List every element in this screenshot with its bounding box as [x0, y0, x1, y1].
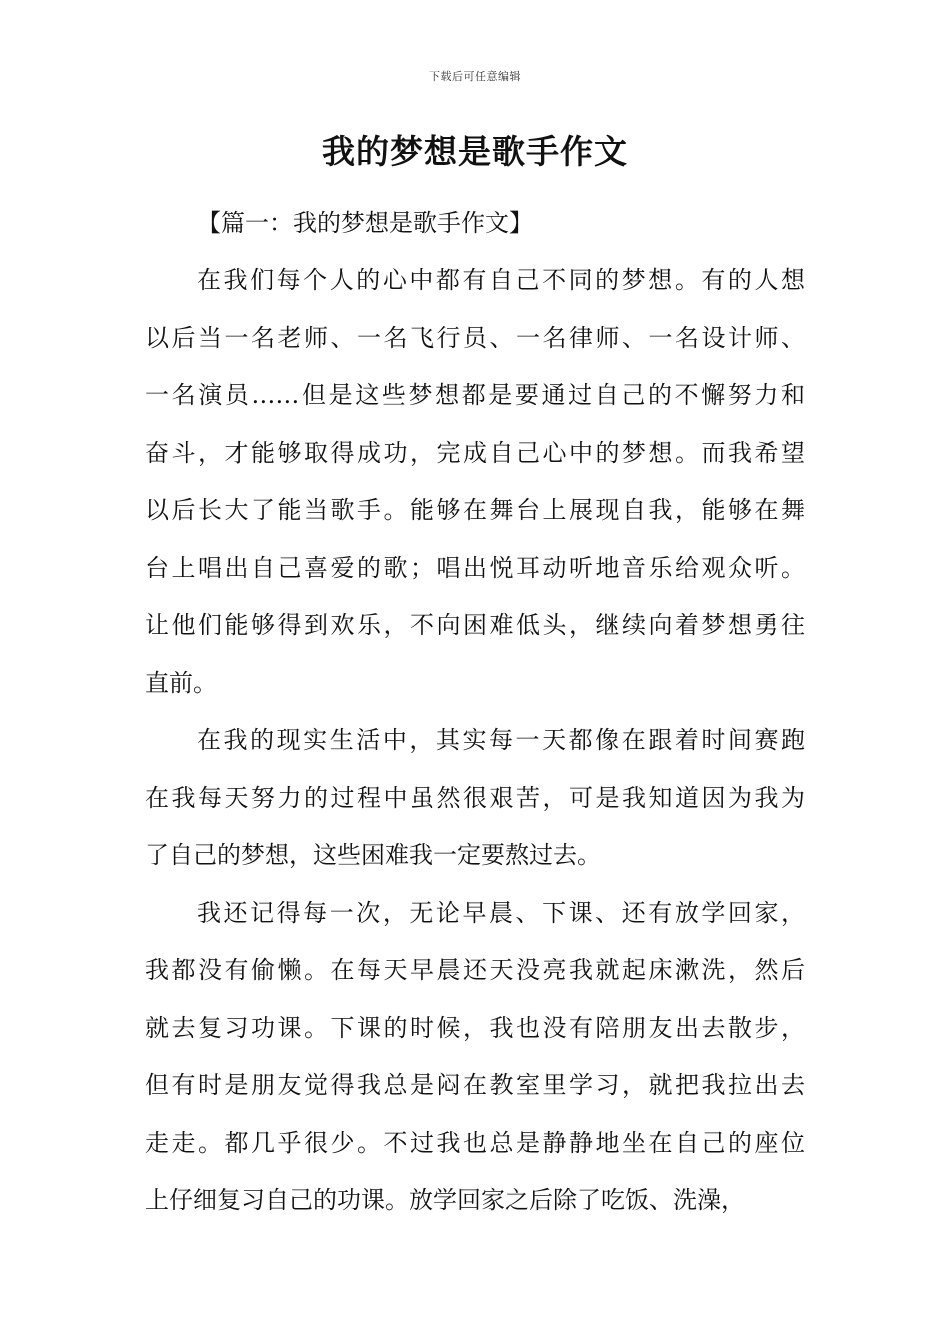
paragraph-line: 了自己的梦想，这些困难我一定要熬过去。	[145, 841, 601, 869]
document-title: 我的梦想是歌手作文	[322, 132, 628, 171]
paragraph-line: 我还记得每一次，无论早晨、下课、还有放学回家，	[197, 898, 805, 927]
paragraphs-container	[145, 252, 805, 1230]
paragraph	[145, 252, 805, 712]
document-body	[145, 195, 805, 1230]
paragraph-line: 让他们能够得到欢乐，不向困难低头，继续向着梦想勇往	[145, 611, 805, 639]
paragraph-line: 台上唱出自己喜爱的歌；唱出悦耳动听地音乐给观众听。	[145, 553, 805, 582]
paragraph-line: 奋斗，才能够取得成功，完成自己心中的梦想。而我希望	[145, 438, 805, 467]
paragraph-line: 在我们每个人的心中都有自己不同的梦想。有的人想	[197, 266, 805, 294]
paragraph-line: 以后当一名老师、一名飞行员、一名律师、一名设计师、	[145, 323, 805, 352]
paragraph-line: 在我的现实生活中，其实每一天都像在跟着时间赛跑	[197, 726, 805, 754]
section-heading: 【篇一：我的梦想是歌手作文】	[197, 209, 533, 237]
paragraph-line: 上仔细复习自己的功课。放学回家之后除了吃饭、洗澡，	[145, 1186, 745, 1214]
paragraph	[145, 712, 805, 885]
paragraph-line: 直前。	[145, 668, 217, 697]
paragraph-line: 走走。都几乎很少。不过我也总是静静地坐在自己的座位	[145, 1128, 805, 1157]
paragraph-line: 以后长大了能当歌手。能够在舞台上展现自我，能够在舞	[145, 496, 805, 524]
paragraph-line: 就去复习功课。下课的时候，我也没有陪朋友出去散步，	[145, 1013, 805, 1042]
paragraph-line: 在我每天努力的过程中虽然很艰苦，可是我知道因为我为	[145, 783, 805, 812]
paragraph-line: 但有时是朋友觉得我总是闷在教室里学习，就把我拉出去	[145, 1071, 805, 1099]
paragraph-line: 一名演员……但是这些梦想都是要通过自己的不懈努力和	[145, 381, 805, 409]
paragraph-line: 我都没有偷懒。在每天早晨还天没亮我就起床漱洗，然后	[145, 956, 805, 984]
paragraph	[145, 885, 805, 1230]
header-note: 下载后可任意编辑	[429, 70, 521, 83]
